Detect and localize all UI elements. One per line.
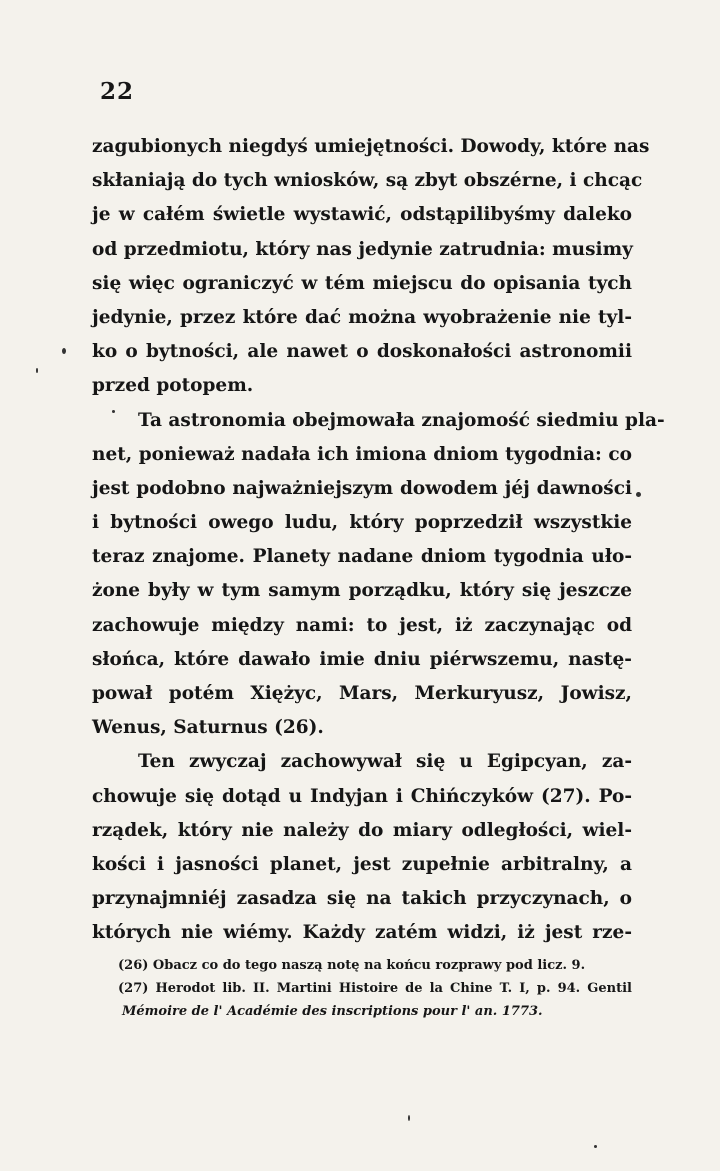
text-line: ko o bytności, ale nawet o doskonałości astronomii: [92, 341, 632, 363]
page-number: 22: [100, 78, 135, 105]
footnote-27-continuation: Mémoire de l' Académie des inscriptions pour l' an. 1773.: [122, 1004, 543, 1019]
body-text: [92, 130, 665, 951]
text-line: się więc ograniczyć w tém miejscu do opisania tych: [92, 272, 632, 294]
text-line: zachowuje między nami: to jest, iż zaczynając od: [92, 614, 632, 636]
paragraph-1: [92, 130, 650, 404]
text-line: których nie wiémy. Każdy zatém widzi, iż jest rze-: [92, 922, 632, 944]
text-line: od przedmiotu, który nas jedynie zatrudnia: musimy: [92, 238, 633, 260]
footnote-27: (27) Herodot lib. II. Martini Histoire de la Chine T. I, p. 94. Gentil: [118, 981, 632, 996]
footnote-26: (26) Obacz co do tego naszą notę na końcu rozprawy pod licz. 9.: [118, 958, 586, 973]
scan-speck: [594, 1145, 597, 1148]
text-line: przynajmniéj zasadza się na takich przyczynach, o: [92, 888, 632, 910]
text-line: kości i jasności planet, jest zupełnie arbitralny, a: [92, 853, 632, 875]
scan-speck: [36, 368, 38, 373]
paragraph-2: [92, 404, 665, 746]
scan-speck: [62, 348, 66, 354]
text-line: jest podobno najważniejszym dowodem jéj dawności: [92, 477, 632, 499]
text-line: skłaniają do tych wniosków, są zbyt obszérne, i chcąc: [92, 170, 643, 192]
text-line: Wenus, Saturnus (26).: [92, 717, 324, 739]
text-line: i bytności owego ludu, który poprzedził wszystkie: [92, 512, 632, 534]
text-line: je w całém świetle wystawić, odstąpilibyśmy daleko: [92, 204, 632, 226]
text-line: chowuje się dotąd u Indyjan i Chińczyków (27). Po-: [92, 785, 632, 807]
text-line: przed potopem.: [92, 375, 254, 397]
text-line: słońca, które dawało imie dniu piérwszemu, nastę-: [92, 648, 632, 670]
text-line: Ten zwyczaj zachowywał się u Egipcyan, za-: [138, 751, 632, 773]
text-line: Ta astronomia obejmowała znajomość siedmiu pla-: [138, 409, 665, 431]
text-line: jedynie, przez które dać można wyobrażenie nie tyl-: [92, 306, 632, 328]
scan-speck: [112, 410, 115, 413]
text-line: żone były w tym samym porządku, który się jeszcze: [92, 580, 632, 602]
text-line: net, ponieważ nadała ich imiona dniom tygodnia: co: [92, 443, 632, 465]
text-line: rządek, który nie należy do miary odległości, wiel-: [92, 819, 632, 841]
scan-speck: [636, 492, 641, 497]
paragraph-3: [92, 745, 632, 950]
text-line: pował potém Xiężyc, Mars, Merkuryusz, Jowisz,: [92, 683, 632, 704]
scan-speck: [408, 1115, 410, 1121]
text-line: zagubionych niegdyś umiejętności. Dowody, które nas: [92, 136, 650, 157]
text-line: teraz znajome. Planety nadane dniom tygodnia uło-: [92, 546, 632, 568]
footnotes: [92, 954, 632, 1023]
